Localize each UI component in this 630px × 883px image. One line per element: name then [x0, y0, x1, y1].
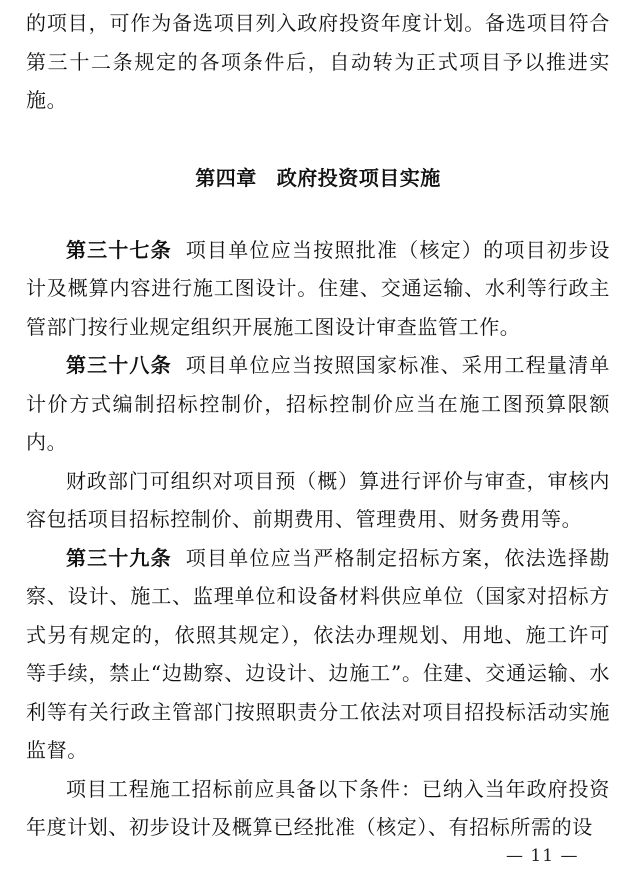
- chapter-title: 政府投资项目实施: [276, 165, 441, 190]
- article-39: [26, 539, 610, 770]
- page-number: — 11 —: [506, 846, 579, 866]
- article-37: [26, 231, 610, 347]
- document-body: [26, 4, 610, 847]
- chapter-heading: [26, 162, 610, 191]
- article-38: [26, 346, 610, 462]
- article-text: 项目单位应当按照批准（核定）的项目初步设计及概算内容进行施工图设计。住建、交通运输、水利等行政主管部门按行业规定组织开展施工图设计审查监管工作。: [26, 237, 611, 339]
- article-heading: 第三十七条: [66, 237, 172, 262]
- chapter-number: 第四章: [195, 165, 257, 190]
- article-heading: 第三十九条: [66, 545, 172, 570]
- article-text: 项目单位应当按照国家标准、采用工程量清单计价方式编制招标控制价，招标控制价应当在施工图预算限额内。: [26, 353, 611, 454]
- finance-review-paragraph: 财政部门可组织对项目预（概）算进行评价与审查，审核内容包括项目招标控制价、前期费用、管理费用、财务费用等。: [26, 468, 610, 531]
- intro-paragraph: 的项目，可作为备选项目列入政府投资年度计划。备选项目符合第三十二条规定的各项条件后，自动转为正式项目予以推进实施。: [26, 11, 610, 112]
- article-heading: 第三十八条: [66, 353, 172, 377]
- bidding-conditions-paragraph: 项目工程施工招标前应具备以下条件：已纳入当年政府投资年度计划、初步设计及概算已经批准（核定）、有招标所需的设: [26, 776, 610, 839]
- article-text: 项目单位应当严格制定招标方案，依法选择勘察、设计、施工、监理单位和设备材料供应单位（国家对招标方式另有规定的，依照其规定），依法办理规划、用地、施工许可等手续，禁止“边勘察、边设计、边施工”。住建、交通运输、水利等有关行政主管部门按照职责分工依法对项目招投标活动实施监督。: [26, 545, 611, 762]
